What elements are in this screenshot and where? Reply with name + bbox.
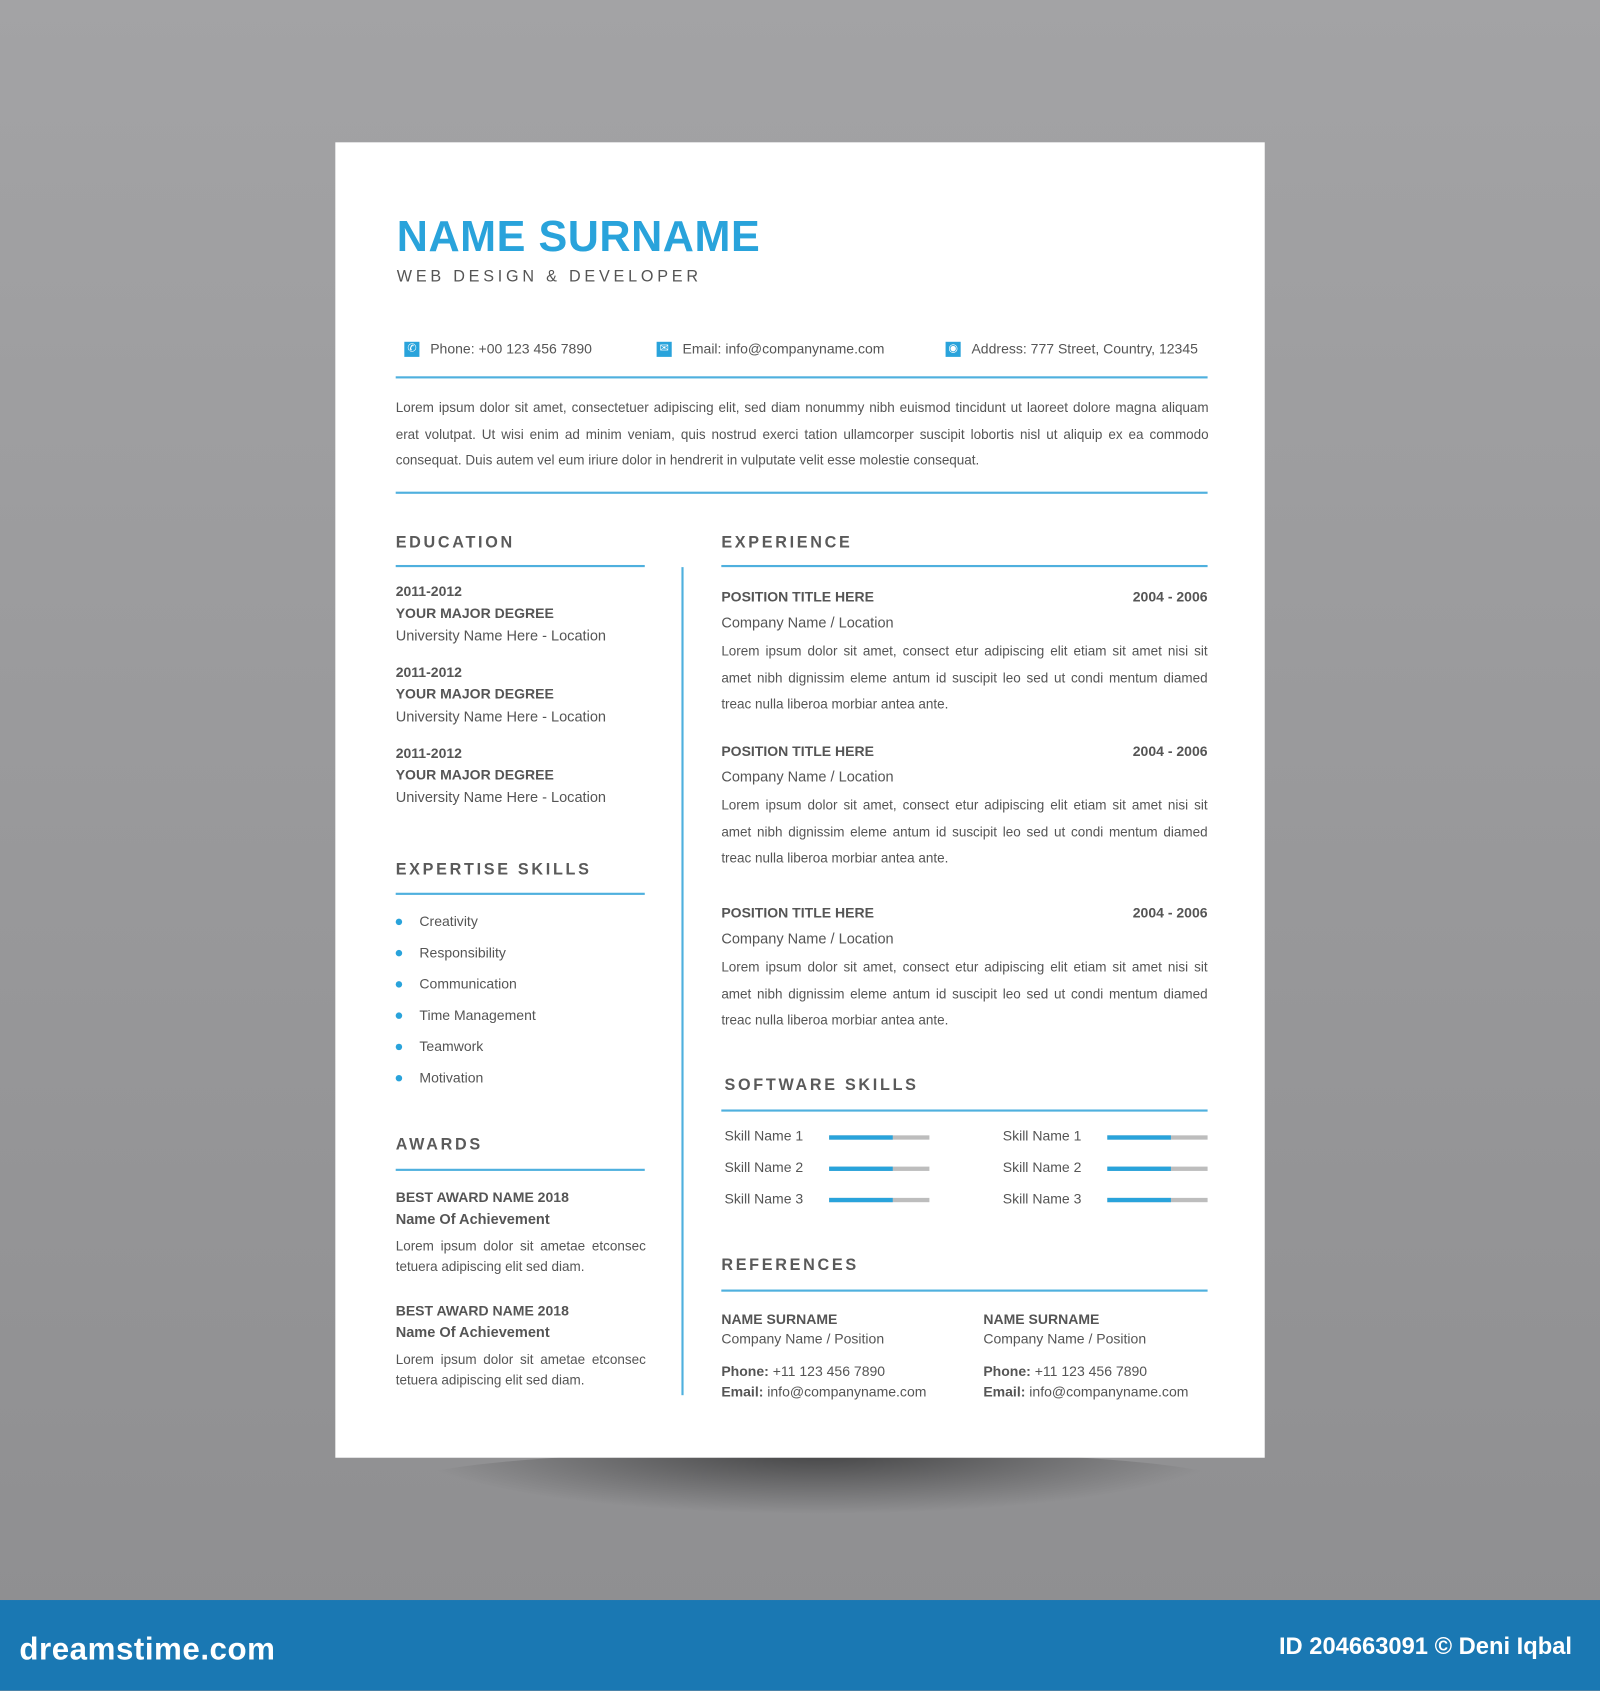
position-title: POSITION TITLE HERE [721, 588, 874, 605]
skill-level-fill [1107, 1167, 1170, 1171]
experience-item [721, 587, 1207, 741]
skill-level-bar [1107, 1135, 1207, 1139]
software-skill-label: Skill Name 2 [724, 1159, 804, 1176]
email-label: Email: [983, 1383, 1026, 1400]
bullet-icon [396, 1012, 402, 1018]
software-skill-label: Skill Name 1 [724, 1127, 804, 1144]
experience-desc: Lorem ipsum dolor sit amet, consect etur adipiscing elit etiam sit amet nisi sit amet nibh dignissim eleme antum id suscipit leo sed ut condi mentum diamed treac nulla liberoa morbiar antea ante. [721, 797, 1208, 866]
education-years: 2011-2012 [395, 583, 462, 600]
phone-label: Phone: [721, 1362, 769, 1380]
reference-company: Company Name / Position [983, 1330, 1147, 1347]
software-skill-label: Skill Name 3 [1002, 1190, 1082, 1207]
award-desc: Lorem ipsum dolor sit ametae etconsec tetuera adipiscing elit sed diam. [395, 1238, 646, 1275]
resume-role: WEB DESIGN & DEVELOPER [396, 267, 702, 286]
reference-company: Company Name / Position [721, 1330, 885, 1347]
image-credit: ID 204663091 © Deni Iqbal [1278, 1632, 1573, 1660]
position-title: POSITION TITLE HERE [721, 742, 874, 760]
company-location: Company Name / Location [721, 930, 894, 947]
award-name: BEST AWARD NAME 2018 [395, 1302, 569, 1319]
email-text: Email: info@companyname.com [682, 340, 885, 357]
divider [721, 1109, 1207, 1111]
award-achievement: Name Of Achievement [395, 1210, 550, 1227]
divider [396, 376, 1208, 378]
award-name: BEST AWARD NAME 2018 [395, 1189, 569, 1206]
education-years: 2011-2012 [395, 745, 462, 762]
award-achievement: Name Of Achievement [395, 1324, 550, 1341]
bullet-icon [396, 1074, 402, 1080]
education-degree: YOUR MAJOR DEGREE [395, 685, 554, 702]
awards-title: AWARDS [395, 1135, 483, 1154]
education-list [396, 581, 655, 824]
skill-level-fill [1107, 1135, 1170, 1139]
awards-list [396, 1187, 646, 1413]
divider [396, 565, 645, 567]
location-icon: ◉ [946, 341, 961, 356]
bullet-icon [396, 981, 402, 987]
company-location: Company Name / Location [721, 614, 894, 631]
reference-item [983, 1310, 1231, 1402]
position-title: POSITION TITLE HERE [721, 904, 874, 921]
skill-level-bar [829, 1135, 929, 1139]
skill-item [396, 1062, 536, 1093]
skill-level-fill [1107, 1198, 1170, 1202]
email-label: Email: [721, 1383, 764, 1400]
skill-level-bar [1107, 1198, 1207, 1202]
education-school: University Name Here - Location [395, 789, 607, 806]
reference-email [721, 1381, 969, 1401]
education-degree: YOUR MAJOR DEGREE [395, 766, 554, 783]
position-years: 2004 - 2006 [1132, 742, 1208, 760]
email-value: info@companyname.com [1025, 1383, 1189, 1400]
contact-email [657, 341, 885, 357]
award-item [396, 1300, 646, 1413]
skill-level-bar [1107, 1167, 1207, 1171]
education-school: University Name Here - Location [395, 708, 607, 725]
skill-item [396, 906, 536, 937]
reference-item [721, 1310, 969, 1402]
divider [396, 492, 1208, 494]
address-text: Address: 777 Street, Country, 12345 [971, 340, 1198, 357]
experience-item [721, 902, 1207, 1056]
bullet-icon [396, 949, 402, 955]
award-desc: Lorem ipsum dolor sit ametae etconsec tetuera adipiscing elit sed diam. [395, 1352, 646, 1388]
reference-name: NAME SURNAME [721, 1311, 838, 1328]
bullet-icon [396, 918, 402, 924]
skill-label: Motivation [419, 1069, 484, 1086]
skill-label: Teamwork [419, 1038, 484, 1055]
education-item [396, 743, 655, 824]
experience-desc: Lorem ipsum dolor sit amet, consect etur adipiscing elit etiam sit amet nisi sit amet nibh dignissim eleme antum id suscipit leo sed ut condi mentum diamed treac nulla liberoa morbiar antea ante. [721, 643, 1208, 712]
reference-name: NAME SURNAME [983, 1311, 1100, 1328]
contact-phone [404, 341, 592, 357]
expertise-list [396, 906, 536, 1094]
reference-phone [721, 1361, 969, 1381]
software-skill-label: Skill Name 3 [724, 1190, 804, 1207]
phone-value: +11 123 456 7890 [768, 1362, 886, 1380]
resume-name: NAME SURNAME [396, 213, 761, 261]
software-title: SOFTWARE SKILLS [724, 1076, 919, 1095]
skill-level-fill [829, 1167, 892, 1171]
skill-label: Creativity [419, 913, 478, 930]
skill-label: Communication [419, 975, 517, 992]
software-skills [721, 1118, 1207, 1215]
experience-list [721, 587, 1207, 1057]
experience-item [721, 741, 1207, 903]
software-skill-label: Skill Name 1 [1002, 1127, 1082, 1144]
company-location: Company Name / Location [721, 768, 894, 785]
position-years: 2004 - 2006 [1132, 588, 1208, 605]
skill-level-fill [829, 1198, 892, 1202]
expertise-title: EXPERTISE SKILLS [395, 860, 592, 879]
education-item [396, 662, 655, 743]
education-title: EDUCATION [395, 533, 515, 553]
position-years: 2004 - 2006 [1132, 904, 1208, 921]
skill-level-bar [829, 1198, 929, 1202]
references-title: REFERENCES [721, 1256, 859, 1275]
page-shadow [410, 1450, 1229, 1515]
email-icon: ✉ [657, 341, 672, 356]
site-logo[interactable]: dreamstime.com [19, 1632, 276, 1667]
divider [396, 893, 645, 895]
award-item [396, 1187, 646, 1300]
skill-level-bar [829, 1167, 929, 1171]
email-value: info@companyname.com [763, 1383, 927, 1400]
phone-value: +11 123 456 7890 [1030, 1362, 1148, 1380]
column-divider [681, 567, 683, 1395]
bullet-icon [396, 1043, 402, 1049]
education-school: University Name Here - Location [395, 627, 607, 644]
skill-item [396, 968, 536, 999]
skill-label: Time Management [419, 1007, 536, 1024]
phone-label: Phone: [983, 1362, 1031, 1380]
reference-phone [983, 1361, 1231, 1381]
divider [721, 1290, 1207, 1292]
phone-text: Phone: +00 123 456 7890 [430, 340, 592, 357]
education-item [396, 581, 655, 662]
divider [721, 565, 1207, 567]
skill-item [396, 999, 536, 1030]
software-skill-label: Skill Name 2 [1002, 1159, 1082, 1176]
skill-item [396, 937, 536, 968]
intro-text: Lorem ipsum dolor sit amet, consectetuer adipiscing elit, sed diam nonummy nibh euismod tincidunt ut laoreet dolore magna aliquam erat volutpat. Ut wisi enim ad minim veniam, quis nostrud exerci tation ullamcorper suscipit lobortis nisl ut aliquip ex ea commodo consequat. Duis autem vel eum iriure dolor in hendrerit in vulputate velit esse molestie consequat. [395, 400, 1209, 468]
reference-email [983, 1381, 1231, 1401]
contact-address [946, 341, 1198, 357]
resume-page [335, 142, 1264, 1457]
phone-icon: ✆ [404, 341, 419, 356]
education-years: 2011-2012 [395, 664, 462, 681]
experience-desc: Lorem ipsum dolor sit amet, consect etur adipiscing elit etiam sit amet nisi sit amet nibh dignissim eleme antum id suscipit leo sed ut condi mentum diamed treac nulla liberoa morbiar antea ante. [721, 959, 1208, 1028]
experience-title: EXPERIENCE [721, 533, 853, 553]
skill-label: Responsibility [419, 944, 506, 961]
skill-level-fill [829, 1135, 892, 1139]
divider [396, 1169, 645, 1171]
skill-item [396, 1031, 536, 1062]
education-degree: YOUR MAJOR DEGREE [395, 604, 554, 622]
